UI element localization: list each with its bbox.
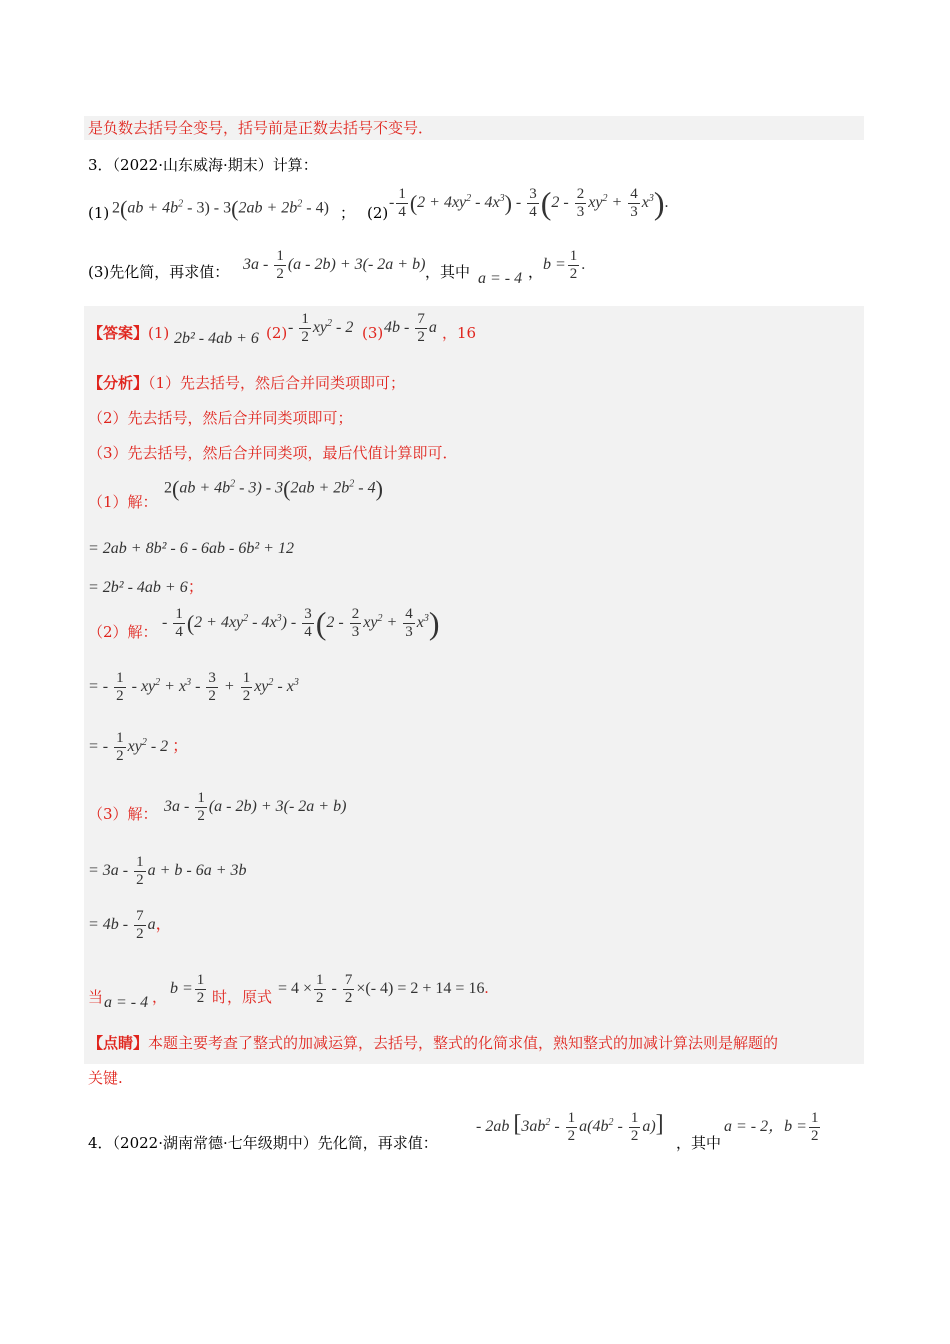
solution-2-expression: - $\frac{1}{4}$ $(2 + 4xy^2 - 4x^3)$ - $\frac{3}{4}$ (2 - $\frac{2}{3}$ $xy^2$ + $\frac{4}{3}$ $x^3$) xyxy=(162,605,440,641)
when-b-label: b = xyxy=(170,980,193,998)
answer-1-label: (1) xyxy=(148,324,170,342)
q4-header: 4．（2022·湖南常德·七年级期中）先化简，再求值： xyxy=(88,1134,438,1152)
top-note: 是负数去括号全变号，括号前是正数去括号不变号． xyxy=(88,119,434,137)
q3-part3-expression: 3a - $\frac{1}{2}$ (a - 2b) + 3(- 2a + b) xyxy=(243,248,426,282)
q3-part2-expression: - $\frac{1}{4}$ $(2 + 4xy^2 - 4x^3)$ - $\frac{3}{4}$ (2 - $\frac{2}{3}$ $xy^2$ + $\frac{4}{3}$ $x^3$). xyxy=(389,185,669,221)
when-calc-a: = 4 × xyxy=(278,980,313,998)
analysis-tag: 【分析】 xyxy=(88,374,149,392)
analysis-line-3: （3）先去括号，然后合并同类项，最后代值计算即可． xyxy=(88,444,458,462)
analysis-line-2: （2）先去括号，然后合并同类项即可； xyxy=(88,409,353,427)
q3-header: 3．（2022·山东威海·期末）计算： xyxy=(88,156,318,174)
q4-b-den: 2 xyxy=(810,1128,819,1144)
solution-3-expression: 3a - $\frac{1}{2}$ (a - 2b) + 3(- 2a + b) xyxy=(164,790,347,824)
q3-part2-label: (2) xyxy=(367,204,389,222)
q3-p3-end: . xyxy=(581,256,586,274)
tip-text-1: 本题主要考查了整式的加减运算，去括号，整式的化简求值，熟知整式的加减计算法则是解题的 xyxy=(148,1034,779,1052)
analysis-line-1 xyxy=(88,373,405,393)
q4-values-text: a = - 2，b = xyxy=(724,1118,807,1136)
solution-1-expression: $2(ab + 4b^2 - 3) - 3(2ab + 2b^2 - 4)$ xyxy=(164,476,383,501)
q3-p3-b-label: b = xyxy=(543,256,566,274)
answer-2-label: (2) xyxy=(266,324,288,342)
solution-1-line-2-text: = 2b² - 4ab + 6 xyxy=(88,579,188,596)
answer-2-value: - $\frac{1}{2}$ $xy^2 - 2$ xyxy=(288,311,354,345)
solution-1-line-2-end: ； xyxy=(187,579,204,596)
q3-p1-a: 2 xyxy=(112,199,120,217)
q3-p1-c: - 3) - 3 xyxy=(183,199,232,217)
q3-part1-label: (1) xyxy=(88,204,110,222)
when-b: b = $\frac{1}{2}$ xyxy=(170,972,205,1006)
solution-2-label: （2）解： xyxy=(88,623,158,641)
analysis-1-text: （1）先去括号，然后合并同类项即可； xyxy=(148,374,406,392)
when-calc: = 4 × $\frac{1}{2}$ - $\frac{7}{2}$ ×(- 4) = 2 + 14 = 16. xyxy=(278,972,489,1006)
solution-3-label: （3）解： xyxy=(88,805,158,823)
q3-part3-b: b = $\frac{1}{2}$ . xyxy=(543,248,586,282)
q4-expression: - 2ab [$3ab^2$ - $\frac{1}{2}$ $a(4b^2$ - $\frac{1}{2}$ a)] xyxy=(476,1110,664,1144)
q3-part3-label: (3)先化简，再求值： xyxy=(88,263,230,281)
tip-line-2: 关键. xyxy=(88,1069,123,1087)
q4-b-num: 1 xyxy=(810,1110,819,1126)
solution-2-line-1: = - $\frac{1}{2}$ - $xy^2 + x^3$ - $\frac{3}{2}$ + $\frac{1}{2}$ $xy^2 - x^3$ xyxy=(88,670,299,704)
q3-part3-a: a = - 4 xyxy=(478,270,523,287)
q3-p1-e: - 4) xyxy=(302,199,329,217)
when-mid: 时，原式 xyxy=(212,988,273,1006)
solution-3-line-2: = 4b - $\frac{7}{2}$ a， xyxy=(88,908,172,942)
when-a: a = - 4 xyxy=(104,994,149,1011)
q3-part1-expression: $2(ab + 4b^2 - 3) - 3(2ab + 2b^2 - 4)$ xyxy=(112,196,329,221)
q3-part3-mid: ，其中 xyxy=(425,263,471,281)
solution-2-end: ； xyxy=(172,738,189,756)
solution-1-line-2 xyxy=(88,574,204,597)
solution-1-label: （1）解： xyxy=(88,493,158,511)
solution-2-line-2: = - $\frac{1}{2}$ $xy^2 - 2$ ； xyxy=(88,730,189,764)
when-b-pre: ， xyxy=(152,988,168,1006)
solution-3-end: ， xyxy=(155,916,172,934)
tip-tag: 【点睛】 xyxy=(88,1034,149,1052)
answer-1-value: 2b² - 4ab + 6 xyxy=(174,330,259,347)
answer-3-tail: ，16 xyxy=(442,324,477,342)
q3-p1-d: 2ab + 2b xyxy=(238,199,298,217)
tip-line-1 xyxy=(88,1033,778,1053)
q3-part3-comma: ， xyxy=(528,263,544,281)
answer-tag: 【答案】 xyxy=(88,324,149,342)
when-end: . xyxy=(484,980,489,998)
answer-3-label: (3) xyxy=(362,324,384,342)
solution-1-line-1: = 2ab + 8b² - 6 - 6ab - 6b² + 12 xyxy=(88,540,294,557)
q3-p1-b: ab + 4b xyxy=(127,199,179,217)
when-label: 当 xyxy=(88,988,104,1006)
when-calc-b: ×(- 4) = 2 + 14 = 16 xyxy=(356,980,485,998)
q4-values xyxy=(724,1110,822,1145)
q3-part1-sep: ； xyxy=(340,204,356,222)
solution-3-line-1: = 3a - $\frac{1}{2}$ a + b - 6a + 3b xyxy=(88,854,247,888)
answer-line xyxy=(88,323,169,343)
answer-3-value: 4b - $\frac{7}{2}$ a xyxy=(384,311,437,345)
q4-where: ，其中 xyxy=(676,1134,722,1152)
